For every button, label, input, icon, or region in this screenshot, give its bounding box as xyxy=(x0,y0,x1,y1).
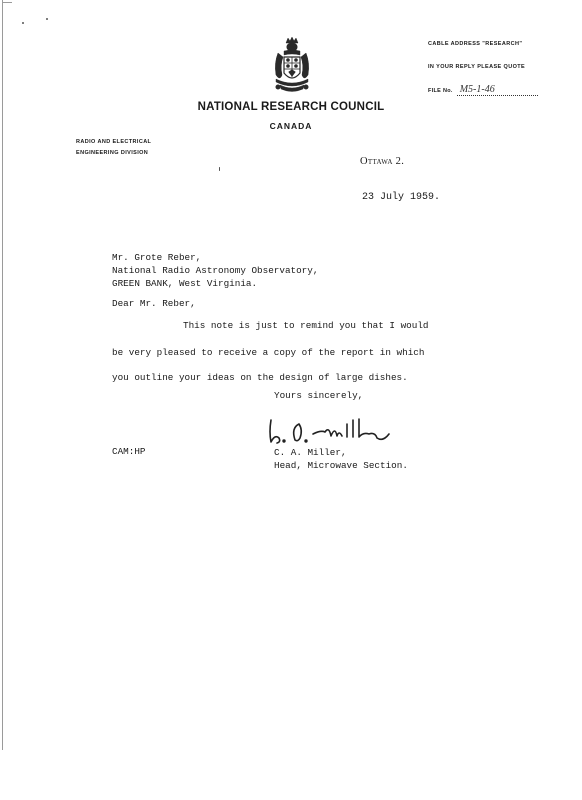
sender-title: Head, Microwave Section. xyxy=(274,460,408,471)
reply-note: IN YOUR REPLY PLEASE QUOTE xyxy=(428,64,526,70)
recipient-address xyxy=(112,251,318,290)
cable-address: CABLE ADDRESS "RESEARCH" xyxy=(428,41,523,47)
handwritten-signature xyxy=(265,412,395,448)
division-line: RADIO AND ELECTRICAL xyxy=(76,139,152,145)
address-line: GREEN BANK, West Virginia. xyxy=(112,278,258,289)
closing: Yours sincerely, xyxy=(274,390,364,401)
file-reference xyxy=(428,79,538,97)
sender-block xyxy=(274,446,408,472)
scan-edge-tick xyxy=(2,2,12,3)
file-label: FILE No. xyxy=(428,88,453,94)
salutation: Dear Mr. Reber, xyxy=(112,298,196,309)
sender-name: C. A. Miller, xyxy=(274,447,347,458)
address-line: Mr. Grote Reber, xyxy=(112,252,202,263)
organization-country: CANADA xyxy=(269,121,313,131)
coat-of-arms-icon xyxy=(270,35,314,97)
letter-date: 23 July 1959. xyxy=(362,192,441,203)
letter-location: Ottawa 2. xyxy=(360,156,405,167)
scan-speck xyxy=(46,18,48,20)
scan-speck xyxy=(22,22,24,24)
division-line: ENGINEERING DIVISION xyxy=(76,150,149,156)
organization-name: NATIONAL RESEARCH COUNCIL xyxy=(197,101,385,113)
file-number: M5-1-46 xyxy=(457,84,538,96)
division-block xyxy=(76,137,151,159)
address-line: National Radio Astronomy Observatory, xyxy=(112,265,319,276)
body-line: you outline your ideas on the design of large dishes. xyxy=(112,372,408,383)
reference-initials: CAM:HP xyxy=(112,446,146,457)
scan-speck xyxy=(219,167,220,171)
body-line: be very pleased to receive a copy of the report in which xyxy=(112,347,425,358)
body-line: This note is just to remind you that I would xyxy=(183,320,429,331)
